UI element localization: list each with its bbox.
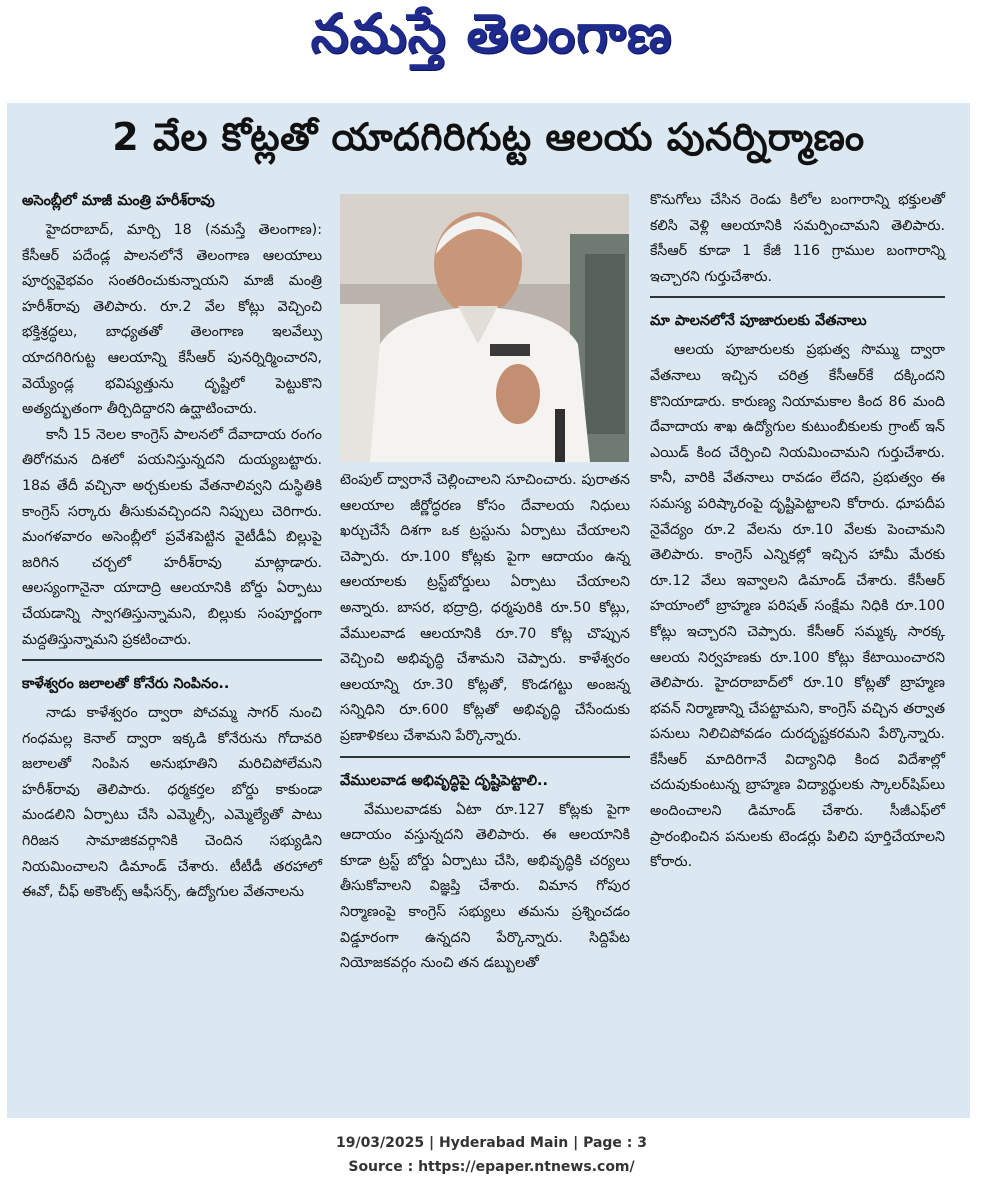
paragraph: కొనుగోలు చేసిన రెండు కిలోల బంగారాన్ని భక్తులతో కలిసి వెళ్లి ఆలయానికి సమర్పించామని తెలిపారు. కేసీఆర్ కూడా 1 కేజీ 116 గ్రాముల బంగారాన్ని ఇచ్చారని గుర్తుచేశారు. xyxy=(650,192,945,285)
paragraph: వేములవాడకు ఏటా రూ.127 కోట్లకు పైగా ఆదాయం వస్తున్నదని తెలిపారు. ఈ ఆలయానికి కూడా ట్రస్ట్ బోర్డు ఏర్పాటు చేసి, అభివృద్ధికి చర్యలు తీసుకోవాలని విజ్ఞప్తి చేశారు. విమాన గోపుర నిర్మాణంపై కాంగ్రెస్ సభ్యులు తమను ప్రశ్నించడం విడ్డూరంగా ఉన్నదని పేర్కొన్నారు. సిద్దిపేట నియోజకవర్గం నుంచి తన డబ్బులతో xyxy=(340,801,630,972)
news-photo xyxy=(340,194,629,462)
masthead xyxy=(0,0,983,80)
paragraph: హైదరాబాద్, మార్చి 18 (నమస్తే తెలంగాణ): కేసీఆర్ పదేండ్ల పాలనలోనే తెలంగాణ ఆలయాలు పూర్వవైభవం సంతరించుకున్నాయని మాజీ మంత్రి హరీశ్‌రావు తెలిపారు. రూ.2 వేల కోట్లు వెచ్చించి భక్తిశ్రద్ధలు, బాధ్యతతో తెలంగాణ ఇలవేల్పు యాదగిరిగుట్ట ఆలయాన్ని కేసీఆర్ పునర్నిర్మించారని, వెయ్యేండ్ల భవిష్యత్తును దృష్టిలో పెట్టుకొని అత్యద్భుతంగా తీర్చిదిద్దారని ఉద్ఘాటించారు. xyxy=(22,222,322,418)
subheading: కాళేశ్వరం జలాలతో కోనేరు నింపినం.. xyxy=(22,676,230,693)
masthead-title: నమస్తే తెలంగాణ xyxy=(310,1,673,65)
headline: 2 వేల కోట్లతో యాదగిరిగుట్ట ఆలయ పునర్నిర్మాణం xyxy=(112,115,865,159)
paragraph: ఆలయ పూజారులకు ప్రభుత్వ సొమ్ము ద్వారా వేతనాలు ఇచ్చిన చరిత్ర కేసీఆర్‌కే దక్కిందని కొనియాడారు. కారుణ్య నియామకాల కింద 86 మంది దేవాదాయ శాఖ ఉద్యోగుల కుటుంబీకులకు గ్రాంట్ ఇన్ ఎయిడ్ కింద చేర్పించి నియమించామని గుర్తుచేశారు. కానీ, వారికి వేతనాలు రావడం లేదని, ప్రభుత్వం ఈ సమస్య పరిష్కారంపై దృష్టిపెట్టాలని కోరారు. ధూపదీప నైవేద్యం రూ.2 వేలను రూ.10 వేలకు పెంచామని తెలిపారు. కాంగ్రెస్ ఎన్నికల్లో ఇచ్చిన హామీ మేరకు రూ.12 వేలు ఇవ్వాలని డిమాండ్ చేశారు. కేసీఆర్ హయాంలో బ్రాహ్మణ పరిషత్ సంక్షేమ నిధికి రూ.100 కోట్లు ఇచ్చారని చెప్పారు. కేసీఆర్ సమ్మక్క సారక్క ఆలయ నిర్వహణకు రూ.100 కోట్లు కేటాయించారని తెలిపారు. హైదరాబాద్‌లో రూ.10 కోట్లతో బ్రాహ్మణ భవన్ నిర్మాణాన్ని చేపట్టామని, కాంగ్రెస్ వచ్చిన తర్వాత పనులు నిలిచిపోవడం దురదృష్టకరమని పేర్కొన్నారు. కేసీఆర్ మాదిరిగానే విద్యానిధి కింద విదేశాల్లో చదువుకుంటున్న బ్రాహ్మణ విద్యార్థులకు స్కాలర్‌షిప్‌లు అందించాలని డిమాండ్ చేశారు. సీజీఎఫ్‌లో ప్రారంభించిన పనులకు టెండర్లు పిలిచి పూర్తిచేయాలని కోరారు. xyxy=(650,342,945,871)
article-subtitle: అసెంబ్లీలో మాజీ మంత్రి హరీశ్‌రావు xyxy=(22,193,215,209)
paragraph: నాడు కాళేశ్వరం ద్వారా పోచమ్మ సాగర్ నుంచి గంధమల్ల కెనాల్ ద్వారా ఇక్కడి కోనేరును గోదావరి జలాలతో నింపిన అనుభూతిని మరిచిపోలేమని హరీశ్‌రావు తెలిపారు. ధర్మకర్తల బోర్డు కాకుండా మండలిని ఏర్పాటు చేసి ఎమ్మెల్సీ, ఎమ్మెల్యేతో పాటు గిరిజన సామాజికవర్గానికి చెందిన సభ్యుడిని నియమించాలని డిమాండ్ చేశారు. టీటీడీ తరహాలో ఈవో, చీఫ్ అకౌంట్స్ ఆఫీసర్స్, ఉద్యోగుల వేతనాలను xyxy=(22,705,322,901)
paragraph: టెంపుల్ ద్వారానే చెల్లించాలని సూచించారు. పురాతన ఆలయాల జీర్ణోద్ధరణ కోసం దేవాలయ నిధులు ఖర్చుచేసే దిశగా ఒక ట్రస్టును ఏర్పాటు చేయాలని చెప్పారు. రూ.100 కోట్లకు పైగా ఆదాయం ఉన్న ఆలయాలకు ట్రస్ట్‌బోర్డులు ఏర్పాటు చేయాలని అన్నారు. బాసర, భద్రాద్రి, ధర్మపురికి రూ.50 కోట్లు, వేములవాడ ఆలయానికి రూ.70 కోట్ల చొప్పున వెచ్చించి అభివృద్ధి చేశామని చెప్పారు. కాళేశ్వరం ఆలయాన్ని రూ.30 కోట్లతో, కొండగట్టు అంజన్న సన్నిధిని రూ.600 కోట్లతో అభివృద్ధి చేసేందుకు ప్రణాళికలు చేశామని పేర్కొన్నారు. xyxy=(340,472,630,744)
paragraph: కానీ 15 నెలల కాంగ్రెస్ పాలనలో దేవాదాయ రంగం తిరోగమన దిశలో పయనిస్తున్నదని దుయ్యబట్టారు. 18వ తేదీ వచ్చినా అర్చకులకు వేతనాలివ్వని దుస్థితికి కాంగ్రెస్ సర్కారు తీసుకువచ్చిందని నిప్పులు చెరిగారు. మంగళవారం అసెంబ్లీలో ప్రవేశపెట్టిన వైటీడీఏ బిల్లుపై జరిగిన చర్చలో హరీశ్‌రావు మాట్లాడారు. ఆలస్యంగానైనా యాదాద్రి ఆలయానికి బోర్డు ఏర్పాటు చేయడాన్ని స్వాగతిస్తున్నామని, బిల్లుకు సంపూర్ణంగా మద్దతిస్తున్నామని ప్రకటించారు. xyxy=(22,426,322,648)
article-column-3 xyxy=(650,188,945,876)
divider xyxy=(340,756,630,758)
footer-source: Source : https://epaper.ntnews.com/ xyxy=(348,1159,635,1175)
divider xyxy=(22,659,322,661)
footer-date-edition: 19/03/2025 | Hyderabad Main | Page : 3 xyxy=(335,1135,648,1151)
subheading: మా పాలనలోనే పూజారులకు వేతనాలు xyxy=(650,313,867,330)
article-column-2 xyxy=(340,468,630,977)
speaker-photo-illustration xyxy=(340,194,629,462)
subheading: వేములవాడ అభివృద్ధిపై దృష్టిపెట్టాలి.. xyxy=(340,772,548,789)
article-column-1 xyxy=(22,188,322,906)
divider xyxy=(650,296,945,298)
